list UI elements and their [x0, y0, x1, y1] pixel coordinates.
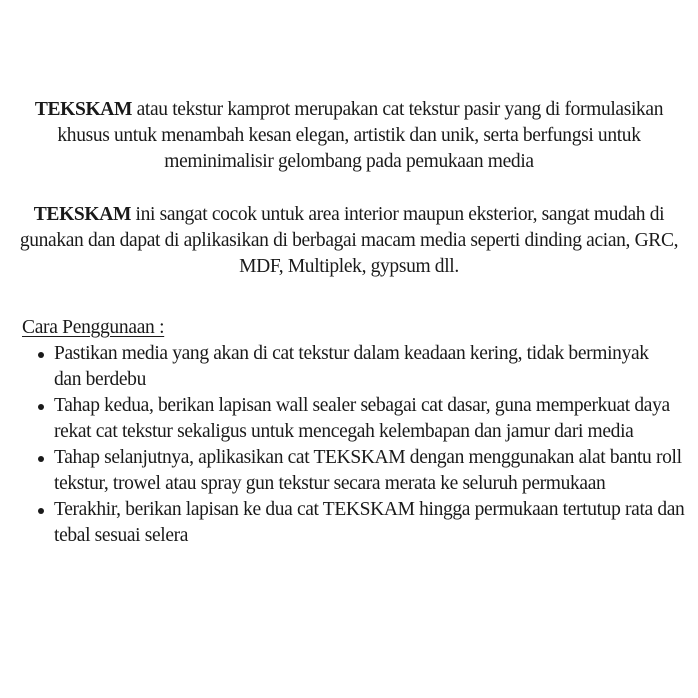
usage-step-text: Tahap kedua, berikan lapisan wall sealer sebagai cat dasar, guna memperkuat daya rekat cat tekstur sekaligus untuk mencegah kelembapan dan jamur dari media [54, 395, 670, 442]
bullet-icon [38, 508, 44, 514]
usage-step [30, 497, 694, 549]
usage-step [30, 393, 694, 445]
intro-paragraph [10, 97, 688, 175]
bullet-icon [38, 456, 44, 462]
usage-instructions-heading: Cara Penggunaan : [22, 317, 165, 338]
bullet-icon [38, 404, 44, 410]
brand-name: TEKSKAM [33, 204, 131, 225]
usage-step [30, 341, 654, 393]
intro-paragraph-text: atau tekstur kamprot merupakan cat tekstur pasir yang di formulasikan khusus untuk menambah kesan elegan, artistik dan unik, serta berfungsi untuk meminimalisir gelombang pada pemukaan media [57, 99, 664, 172]
usage-step [30, 445, 684, 497]
usage-step-text: Terakhir, berikan lapisan ke dua cat TEKSKAM hingga permukaan tertutup rata dan tebal sesuai selera [54, 499, 685, 546]
usage-area-paragraph-text: ini sangat cocok untuk area interior maupun eksterior, sangat mudah di gunakan dan dapat di aplikasikan di berbagai macam media seperti dinding acian, GRC, MDF, Multiplek, gypsum dll. [19, 204, 679, 277]
bullet-icon [38, 352, 44, 358]
usage-area-paragraph [10, 202, 688, 280]
usage-steps-list [30, 341, 685, 549]
usage-step-text: Tahap selanjutnya, aplikasikan cat TEKSKAM dengan menggunakan alat bantu roll tekstur, trowel atau spray gun tekstur secara merata ke seluruh permukaan [54, 447, 682, 494]
brand-name: TEKSKAM [34, 99, 133, 120]
usage-step-text: Pastikan media yang akan di cat tekstur dalam keadaan kering, tidak berminyak dan berdebu [54, 343, 649, 390]
